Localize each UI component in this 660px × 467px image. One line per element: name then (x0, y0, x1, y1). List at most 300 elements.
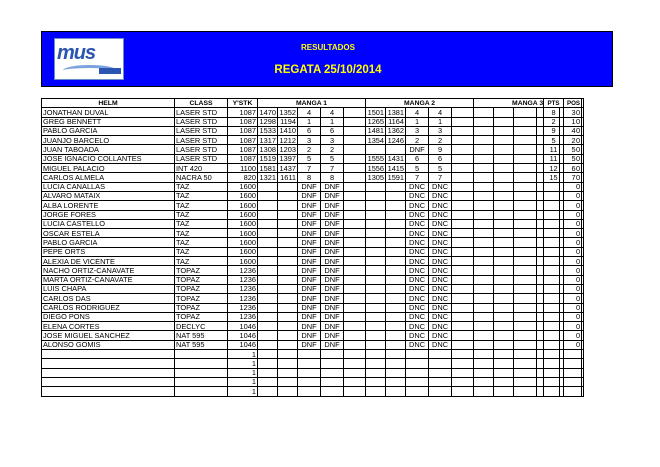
manga1-extra-cell (344, 117, 366, 126)
class-cell: TOPAZ (175, 303, 228, 312)
table-row (42, 303, 584, 312)
manga2-extra-cell (452, 229, 474, 238)
pos-cell: 6 (564, 164, 584, 173)
points-row (544, 331, 584, 340)
manga1-corrected-cell (278, 322, 298, 331)
points-row (544, 182, 584, 191)
pts-cell (544, 210, 564, 219)
pts-cell: 5 (544, 136, 564, 145)
class-cell: TOPAZ (175, 312, 228, 321)
manga2-extra-cell (452, 275, 474, 284)
points-row (544, 136, 584, 145)
helm-cell: ALONSO GOMIS (42, 340, 175, 349)
manga1-place-cell: DNF (298, 275, 321, 284)
class-cell: TOPAZ (175, 294, 228, 303)
manga3-time-cell (474, 284, 494, 293)
manga3-corrected-cell (494, 331, 514, 340)
table-row (42, 350, 584, 359)
manga2-time-cell (366, 387, 386, 396)
manga2-extra-cell (452, 294, 474, 303)
manga3-time-cell (474, 322, 494, 331)
manga2-place-cell: 5 (406, 164, 429, 173)
pos-cell (564, 247, 584, 256)
pts-cell: 8 (544, 108, 564, 117)
manga1-points-cell: DNF (321, 331, 344, 340)
manga1-extra-cell (344, 210, 366, 219)
manga3-time-cell (474, 210, 494, 219)
manga2-time-cell (366, 247, 386, 256)
manga1-points-cell (321, 359, 344, 368)
manga1-corrected-cell (278, 359, 298, 368)
helm-cell: JONATHAN DUVAL (42, 108, 175, 117)
table-row (42, 182, 584, 191)
manga2-points-cell: DNC (429, 219, 452, 228)
manga3-total-cell: 0 (560, 108, 582, 117)
manga1-place-cell: DNF (298, 257, 321, 266)
col-pts: PTS (544, 99, 564, 108)
manga2-extra-cell (452, 340, 474, 349)
pts-cell: 9 (544, 126, 564, 135)
pts-cell: 15 (544, 173, 564, 182)
manga1-place-cell: DNF (298, 191, 321, 200)
ystk-cell: 1087 (228, 136, 258, 145)
manga3-time-cell (474, 340, 494, 349)
table-row (42, 266, 584, 275)
manga2-place-cell (406, 377, 429, 386)
ystk-cell: 1 (228, 368, 258, 377)
manga2-place-cell: DNC (406, 284, 429, 293)
manga1-points-cell: 5 (321, 154, 344, 163)
manga3-time-cell (474, 387, 494, 396)
manga3-corrected-cell (494, 359, 514, 368)
ystk-cell: 1087 (228, 126, 258, 135)
table-row (42, 136, 584, 145)
manga3-place-cell (514, 191, 537, 200)
manga1-extra-cell (344, 229, 366, 238)
table-row (42, 340, 584, 349)
manga1-time-cell (258, 257, 278, 266)
manga3-total-cell: 0 (560, 322, 582, 331)
table-row (42, 368, 584, 377)
pos-cell (564, 340, 584, 349)
manga1-corrected-cell: 1410 (278, 126, 298, 135)
col-manga-1: MANGA 1 (258, 99, 366, 108)
manga2-place-cell: DNC (406, 294, 429, 303)
manga1-corrected-cell (278, 201, 298, 210)
manga1-place-cell: DNF (298, 238, 321, 247)
manga3-total-cell: 0 (560, 303, 582, 312)
manga2-points-cell: DNC (429, 266, 452, 275)
pts-cell (544, 191, 564, 200)
manga2-corrected-cell: 1246 (386, 136, 406, 145)
manga3-total-cell: 0 (560, 266, 582, 275)
table-row (42, 257, 584, 266)
manga2-extra-cell (452, 238, 474, 247)
manga3-corrected-cell (494, 145, 514, 154)
class-cell: LASER STD (175, 154, 228, 163)
points-row (544, 266, 584, 275)
manga3-time-cell (474, 182, 494, 191)
manga2-place-cell: 2 (406, 136, 429, 145)
manga1-extra-cell (344, 303, 366, 312)
manga2-corrected-cell (386, 191, 406, 200)
manga1-time-cell (258, 350, 278, 359)
pts-cell (544, 229, 564, 238)
manga3-total-cell: 0 (560, 164, 582, 173)
pts-cell: 11 (544, 154, 564, 163)
class-cell: TOPAZ (175, 275, 228, 284)
manga1-place-cell: 4 (298, 108, 321, 117)
manga3-total-cell: 0 (560, 312, 582, 321)
manga2-extra-cell (452, 117, 474, 126)
manga2-points-cell (429, 350, 452, 359)
manga1-corrected-cell (278, 247, 298, 256)
manga2-corrected-cell (386, 201, 406, 210)
manga3-place-cell (514, 331, 537, 340)
manga1-extra-cell (344, 173, 366, 182)
manga2-time-cell (366, 257, 386, 266)
pts-cell (544, 331, 564, 340)
table-row (42, 201, 584, 210)
table-row (42, 173, 584, 182)
ystk-cell: 1600 (228, 219, 258, 228)
ystk-cell: 1600 (228, 210, 258, 219)
manga2-points-cell: DNC (429, 312, 452, 321)
manga1-corrected-cell (278, 340, 298, 349)
manga3-total-cell: 0 (560, 284, 582, 293)
manga2-place-cell: DNC (406, 331, 429, 340)
manga2-time-cell (366, 182, 386, 191)
manga2-time-cell: 1354 (366, 136, 386, 145)
manga2-points-cell: DNC (429, 238, 452, 247)
manga2-corrected-cell: 1164 (386, 117, 406, 126)
manga3-time-cell (474, 247, 494, 256)
manga3-time-cell (474, 303, 494, 312)
manga3-total-cell: 0 (560, 294, 582, 303)
manga2-points-cell: 9 (429, 145, 452, 154)
manga1-place-cell: DNF (298, 210, 321, 219)
ystk-cell: 1236 (228, 275, 258, 284)
class-cell: TAZ (175, 219, 228, 228)
ystk-cell: 1236 (228, 284, 258, 293)
manga1-corrected-cell: 1437 (278, 164, 298, 173)
manga1-place-cell: DNF (298, 219, 321, 228)
pos-cell (564, 331, 584, 340)
manga2-corrected-cell (386, 257, 406, 266)
manga1-extra-cell (344, 340, 366, 349)
manga1-points-cell: DNF (321, 284, 344, 293)
pts-cell (544, 294, 564, 303)
manga3-time-cell (474, 238, 494, 247)
manga3-corrected-cell (494, 191, 514, 200)
manga3-total-cell: 0 (560, 229, 582, 238)
manga1-corrected-cell (278, 294, 298, 303)
pos-cell (564, 275, 584, 284)
manga1-place-cell: DNF (298, 340, 321, 349)
class-cell: NACRA 50 (175, 173, 228, 182)
pos-cell (564, 210, 584, 219)
manga1-points-cell: 4 (321, 108, 344, 117)
points-row (544, 294, 584, 303)
manga2-place-cell: DNC (406, 238, 429, 247)
manga1-place-cell: 1 (298, 117, 321, 126)
class-cell: TAZ (175, 238, 228, 247)
manga3-place-cell (514, 284, 537, 293)
manga1-time-cell (258, 303, 278, 312)
manga2-place-cell: 3 (406, 126, 429, 135)
manga2-extra-cell (452, 201, 474, 210)
manga3-place-cell (514, 340, 537, 349)
manga3-place-cell (514, 303, 537, 312)
class-cell: LASER STD (175, 126, 228, 135)
manga3-place-cell (514, 368, 537, 377)
manga3-place-cell (514, 182, 537, 191)
manga1-time-cell (258, 322, 278, 331)
helm-cell (42, 387, 175, 396)
ystk-cell: 1100 (228, 164, 258, 173)
manga1-place-cell: DNF (298, 322, 321, 331)
manga1-extra-cell (344, 284, 366, 293)
helm-cell: MARTA ORTIZ-CANAVATE (42, 275, 175, 284)
pos-cell (564, 229, 584, 238)
manga1-time-cell: 1308 (258, 145, 278, 154)
manga2-points-cell: DNC (429, 257, 452, 266)
manga1-corrected-cell (278, 350, 298, 359)
manga1-time-cell: 1321 (258, 173, 278, 182)
manga2-place-cell: DNC (406, 257, 429, 266)
manga1-extra-cell (344, 359, 366, 368)
manga1-corrected-cell: 1397 (278, 154, 298, 163)
manga2-corrected-cell: 1431 (386, 154, 406, 163)
pos-cell: 2 (564, 136, 584, 145)
manga3-corrected-cell (494, 229, 514, 238)
manga2-time-cell (366, 303, 386, 312)
manga2-points-cell: DNC (429, 284, 452, 293)
manga2-corrected-cell (386, 275, 406, 284)
manga2-time-cell (366, 368, 386, 377)
manga1-points-cell: DNF (321, 340, 344, 349)
manga2-extra-cell (452, 182, 474, 191)
table-row (42, 108, 584, 117)
pos-cell: 5 (564, 145, 584, 154)
manga1-time-cell (258, 247, 278, 256)
class-cell: TAZ (175, 182, 228, 191)
manga3-time-cell (474, 368, 494, 377)
manga3-corrected-cell (494, 266, 514, 275)
manga3-time-cell (474, 108, 494, 117)
manga2-corrected-cell (386, 368, 406, 377)
ystk-cell: 1 (228, 377, 258, 386)
manga3-corrected-cell (494, 322, 514, 331)
manga1-place-cell: 5 (298, 154, 321, 163)
ystk-cell: 1600 (228, 238, 258, 247)
manga3-place-cell (514, 164, 537, 173)
manga1-time-cell: 1581 (258, 164, 278, 173)
manga3-corrected-cell (494, 312, 514, 321)
manga3-corrected-cell (494, 108, 514, 117)
manga1-extra-cell (344, 154, 366, 163)
points-row (544, 238, 584, 247)
pos-cell (564, 284, 584, 293)
manga2-extra-cell (452, 331, 474, 340)
manga3-corrected-cell (494, 387, 514, 396)
manga1-time-cell (258, 340, 278, 349)
manga2-points-cell: DNC (429, 210, 452, 219)
manga3-time-cell (474, 164, 494, 173)
manga3-corrected-cell (494, 340, 514, 349)
pos-cell: 4 (564, 126, 584, 135)
manga3-total-cell: 0 (560, 117, 582, 126)
manga2-corrected-cell (386, 182, 406, 191)
manga3-total-cell: 0 (560, 126, 582, 135)
pts-cell (544, 303, 564, 312)
manga2-time-cell (366, 201, 386, 210)
helm-cell: JUANJO BARCELO (42, 136, 175, 145)
pos-cell: 5 (564, 154, 584, 163)
manga3-corrected-cell (494, 154, 514, 163)
table-row (42, 210, 584, 219)
manga2-points-cell: 2 (429, 136, 452, 145)
manga1-points-cell (321, 368, 344, 377)
manga2-time-cell: 1555 (366, 154, 386, 163)
manga2-points-cell: DNC (429, 191, 452, 200)
manga3-corrected-cell (494, 238, 514, 247)
manga1-place-cell (298, 359, 321, 368)
class-cell (175, 350, 228, 359)
pts-cell (544, 340, 564, 349)
pos-cell (564, 387, 584, 396)
points-row (544, 303, 584, 312)
manga2-corrected-cell (386, 219, 406, 228)
manga1-extra-cell (344, 219, 366, 228)
ystk-cell: 1600 (228, 257, 258, 266)
manga1-points-cell: DNF (321, 210, 344, 219)
col-helm: HELM (42, 99, 175, 108)
manga2-points-cell: 6 (429, 154, 452, 163)
manga2-points-cell: 1 (429, 117, 452, 126)
manga1-place-cell: DNF (298, 182, 321, 191)
manga1-place-cell (298, 377, 321, 386)
manga2-time-cell (366, 312, 386, 321)
manga1-place-cell: DNF (298, 229, 321, 238)
helm-cell: DIEGO PONS (42, 312, 175, 321)
points-row (544, 117, 584, 126)
pts-cell (544, 182, 564, 191)
manga2-time-cell (366, 266, 386, 275)
manga3-time-cell (474, 154, 494, 163)
pts-cell (544, 368, 564, 377)
manga2-corrected-cell (386, 247, 406, 256)
manga2-time-cell: 1501 (366, 108, 386, 117)
helm-cell: PEPE ORTS (42, 247, 175, 256)
ystk-cell: 1600 (228, 229, 258, 238)
manga1-corrected-cell (278, 257, 298, 266)
manga2-corrected-cell (386, 238, 406, 247)
manga1-extra-cell (344, 145, 366, 154)
ystk-cell: 1600 (228, 201, 258, 210)
manga1-corrected-cell (278, 182, 298, 191)
manga3-place-cell (514, 275, 537, 284)
manga1-time-cell (258, 191, 278, 200)
pos-cell: 1 (564, 117, 584, 126)
manga3-time-cell (474, 229, 494, 238)
helm-cell: ALEXIA DE VICENTE (42, 257, 175, 266)
manga1-points-cell: DNF (321, 322, 344, 331)
manga2-extra-cell (452, 154, 474, 163)
points-row (544, 201, 584, 210)
manga2-time-cell (366, 359, 386, 368)
manga1-extra-cell (344, 257, 366, 266)
manga1-place-cell (298, 350, 321, 359)
helm-cell: ELENA CORTES (42, 322, 175, 331)
manga3-total-cell: 0 (560, 219, 582, 228)
manga3-corrected-cell (494, 294, 514, 303)
helm-cell: JUAN TABOADA (42, 145, 175, 154)
manga2-corrected-cell (386, 312, 406, 321)
manga3-total-cell: 0 (560, 331, 582, 340)
points-row (544, 154, 584, 163)
manga3-total-cell: 0 (560, 340, 582, 349)
manga2-points-cell (429, 387, 452, 396)
manga2-points-cell (429, 359, 452, 368)
ystk-cell: 1046 (228, 322, 258, 331)
helm-cell: ALBA LORENTE (42, 201, 175, 210)
manga3-time-cell (474, 266, 494, 275)
manga1-time-cell: 1317 (258, 136, 278, 145)
pos-cell (564, 322, 584, 331)
manga1-corrected-cell: 1611 (278, 173, 298, 182)
manga2-extra-cell (452, 377, 474, 386)
points-row (544, 257, 584, 266)
manga1-time-cell: 1519 (258, 154, 278, 163)
manga1-corrected-cell (278, 266, 298, 275)
manga1-time-cell (258, 359, 278, 368)
manga1-points-cell: DNF (321, 275, 344, 284)
helm-cell: LUIS CHAPA (42, 284, 175, 293)
manga2-place-cell: DNC (406, 182, 429, 191)
manga3-corrected-cell (494, 275, 514, 284)
table-row (42, 117, 584, 126)
manga2-place-cell: 4 (406, 108, 429, 117)
manga2-place-cell: 1 (406, 117, 429, 126)
manga2-corrected-cell (386, 322, 406, 331)
manga3-corrected-cell (494, 247, 514, 256)
ystk-cell: 1087 (228, 117, 258, 126)
table-row (42, 126, 584, 135)
manga3-place-cell (514, 229, 537, 238)
manga1-points-cell: DNF (321, 312, 344, 321)
ystk-cell: 1600 (228, 182, 258, 191)
pos-cell (564, 359, 584, 368)
manga1-place-cell: DNF (298, 303, 321, 312)
manga2-time-cell (366, 191, 386, 200)
manga1-corrected-cell (278, 303, 298, 312)
pos-cell (564, 312, 584, 321)
pos-cell (564, 368, 584, 377)
manga1-extra-cell (344, 266, 366, 275)
manga3-place-cell (514, 312, 537, 321)
pts-cell (544, 257, 564, 266)
manga1-points-cell: 3 (321, 136, 344, 145)
points-row (544, 126, 584, 135)
manga3-time-cell (474, 136, 494, 145)
manga1-place-cell: 7 (298, 164, 321, 173)
manga1-corrected-cell (278, 312, 298, 321)
manga3-place-cell (514, 322, 537, 331)
manga2-points-cell: DNC (429, 303, 452, 312)
manga2-points-cell (429, 377, 452, 386)
ystk-cell: 1 (228, 350, 258, 359)
